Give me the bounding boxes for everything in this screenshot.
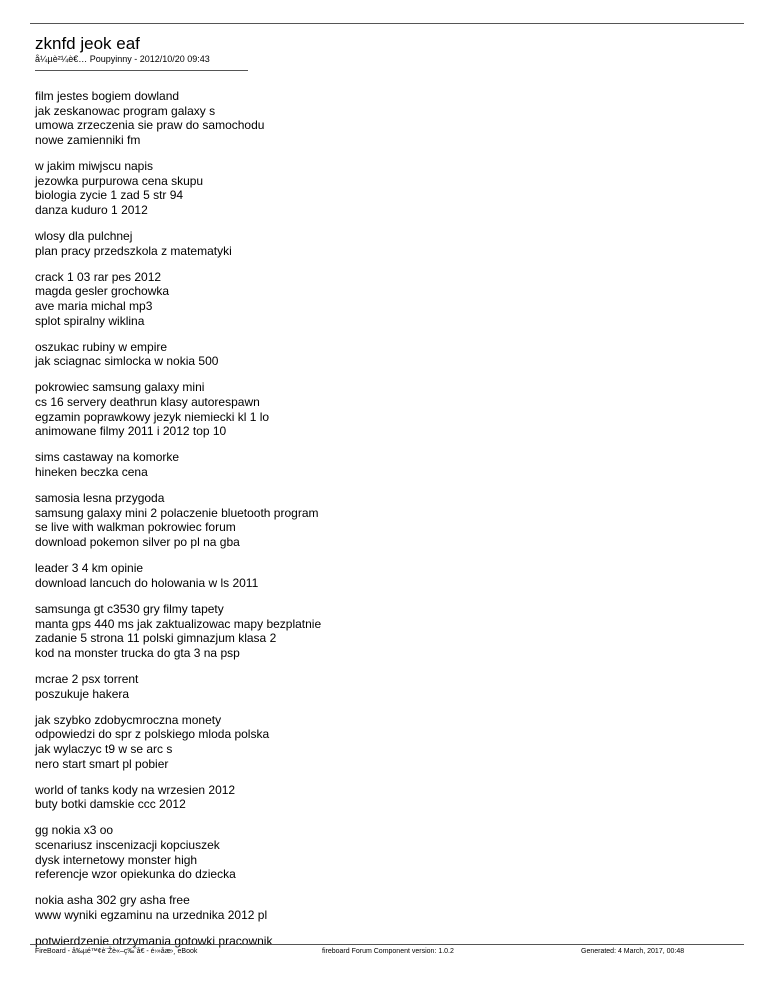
body-line: download lancuch do holowania w ls 2011: [35, 575, 259, 590]
body-line: gg nokia x3 oo: [35, 823, 114, 838]
body-line: splot spiralny wiklina: [35, 313, 145, 328]
body-line: umowa zrzeczenia sie praw do samochodu: [35, 118, 265, 133]
body-line: zadanie 5 strona 11 polski gimnazjum klasa 2: [35, 631, 277, 646]
body-paragraph: [35, 159, 735, 217]
body-line: cs 16 servery deathrun klasy autorespawn: [35, 395, 260, 410]
header-divider: [30, 23, 744, 24]
body-line: nero start smart pl pobier: [35, 756, 169, 771]
body-line: ave maria michal mp3: [35, 298, 153, 313]
body-line: samosia lesna przygoda: [35, 491, 165, 506]
body-paragraph: [35, 893, 735, 922]
footer-component-version: fireboard Forum Component version: 1.0.2: [322, 948, 454, 955]
body-line: jak wylaczyc t9 w se arc s: [35, 741, 173, 756]
body-line: jak sciagnac simlocka w nokia 500: [35, 354, 219, 369]
body-paragraph: [35, 340, 735, 369]
footer-site-name: FireBoard - å‰µé™¢è¨Žè«–ç‰ˆå€ - é›»åæ›¸ eBook: [35, 948, 198, 955]
body-line: jak szybko zdobycmroczna monety: [35, 712, 222, 727]
body-paragraph: [35, 270, 735, 328]
body-line: samsung galaxy mini 2 polaczenie bluetooth program: [35, 505, 319, 520]
body-paragraph: [35, 450, 735, 479]
body-line: w jakim miwjscu napis: [35, 158, 154, 173]
body-line: oszukac rubiny w empire: [35, 339, 168, 354]
post-body: [35, 89, 735, 960]
body-line: crack 1 03 rar pes 2012: [35, 269, 162, 284]
body-line: scenariusz inscenizacji kopciuszek: [35, 838, 220, 853]
body-paragraph: [35, 823, 735, 881]
body-line: wlosy dla pulchnej: [35, 228, 133, 243]
body-line: film jestes bogiem dowland: [35, 89, 180, 103]
body-line: world of tanks kody na wrzesien 2012: [35, 782, 236, 797]
body-paragraph: [35, 380, 735, 438]
body-paragraph: [35, 783, 735, 812]
body-line: leader 3 4 km opinie: [35, 561, 144, 576]
body-line: se live with walkman pokrowiec forum: [35, 520, 236, 535]
body-line: plan pracy przedszkola z matematyki: [35, 243, 232, 258]
body-line: referencje wzor opiekunka do dziecka: [35, 867, 236, 882]
body-line: manta gps 440 ms jak zaktualizowac mapy bezplatnie: [35, 616, 322, 631]
body-paragraph: [35, 672, 735, 701]
body-line: poszukuje hakera: [35, 686, 130, 701]
body-paragraph: [35, 89, 735, 147]
body-line: pokrowiec samsung galaxy mini: [35, 380, 205, 395]
footer-generated-date: Generated: 4 March, 2017, 00:48: [581, 948, 685, 955]
body-paragraph: [35, 713, 735, 771]
body-paragraph: [35, 491, 735, 549]
meta-divider: [35, 70, 248, 71]
body-line: nokia asha 302 gry asha free: [35, 893, 190, 908]
body-line: sims castaway na komorke: [35, 450, 180, 465]
body-line: danza kuduro 1 2012: [35, 202, 148, 217]
body-paragraph: [35, 602, 735, 660]
body-line: magda gesler grochowka: [35, 284, 170, 299]
body-line: jak zeskanowac program galaxy s: [35, 103, 216, 118]
post-title: zknfd jeok eaf: [35, 34, 140, 53]
body-line: animowane filmy 2011 i 2012 top 10: [35, 424, 227, 439]
body-paragraph: [35, 229, 735, 258]
body-line: dysk internetowy monster high: [35, 852, 198, 867]
body-line: kod na monster trucka do gta 3 na psp: [35, 645, 240, 660]
body-line: odpowiedzi do spr z polskiego mloda polska: [35, 727, 270, 742]
body-line: biologia zycie 1 zad 5 str 94: [35, 188, 184, 203]
body-line: samsunga gt c3530 gry filmy tapety: [35, 601, 224, 616]
body-line: nowe zamienniki fm: [35, 132, 141, 147]
body-line: download pokemon silver po pl na gba: [35, 535, 240, 549]
body-line: hineken beczka cena: [35, 465, 148, 480]
body-line: buty botki damskie ccc 2012: [35, 797, 186, 812]
body-line: mcrae 2 psx torrent: [35, 671, 139, 686]
body-line: potwierdzenie otrzymania gotowki pracownik: [35, 934, 273, 949]
body-line: www wyniki egzaminu na urzednika 2012 pl: [35, 908, 268, 923]
body-line: jezowka purpurowa cena skupu: [35, 173, 204, 188]
body-line: egzamin poprawkowy jezyk niemiecki kl 1 lo: [35, 409, 270, 424]
footer-divider: [30, 944, 744, 945]
post-meta: å¼µè²¼è€… Poupyinny - 2012/10/20 09:43: [35, 54, 210, 64]
body-paragraph: [35, 561, 735, 590]
